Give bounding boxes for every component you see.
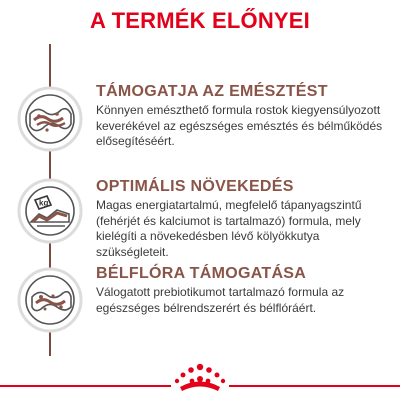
benefit-growth [96,177,392,260]
royal-canin-crown-logo [171,362,229,396]
page-title: A TERMÉK ELŐNYEI [90,8,310,33]
digestion-icon [17,86,83,152]
benefit-text: Könnyen emészthető formula rostok kiegyensúlyozott keverékével az egészséges emésztés és bélműködés elősegítéséért. [96,103,383,148]
benefit-text: Magas energiatartalmú, megfelelő tápanyagszintű (fehérjét és kalciumot is tartalmazó) formula, mely kielégíti a növekedésben lévő kölyökkutya szükségleteit. [96,198,362,259]
weight-growth-icon [17,178,83,244]
benefit-digestion [96,82,392,150]
intestinal-flora-icon [17,267,83,333]
benefit-title: OPTIMÁLIS NÖVEKEDÉS [96,178,294,195]
benefit-text: Válogatott prebiotikumot tartalmazó formula az egészséges bélrendszerért és bélflóráért. [96,285,345,315]
weight-label: kg [39,198,49,208]
benefit-title: BÉLFLÓRA TÁMOGATÁSA [96,265,307,282]
benefit-title: TÁMOGATJA AZ EMÉSZTÉST [96,83,328,100]
benefit-flora [96,264,392,316]
